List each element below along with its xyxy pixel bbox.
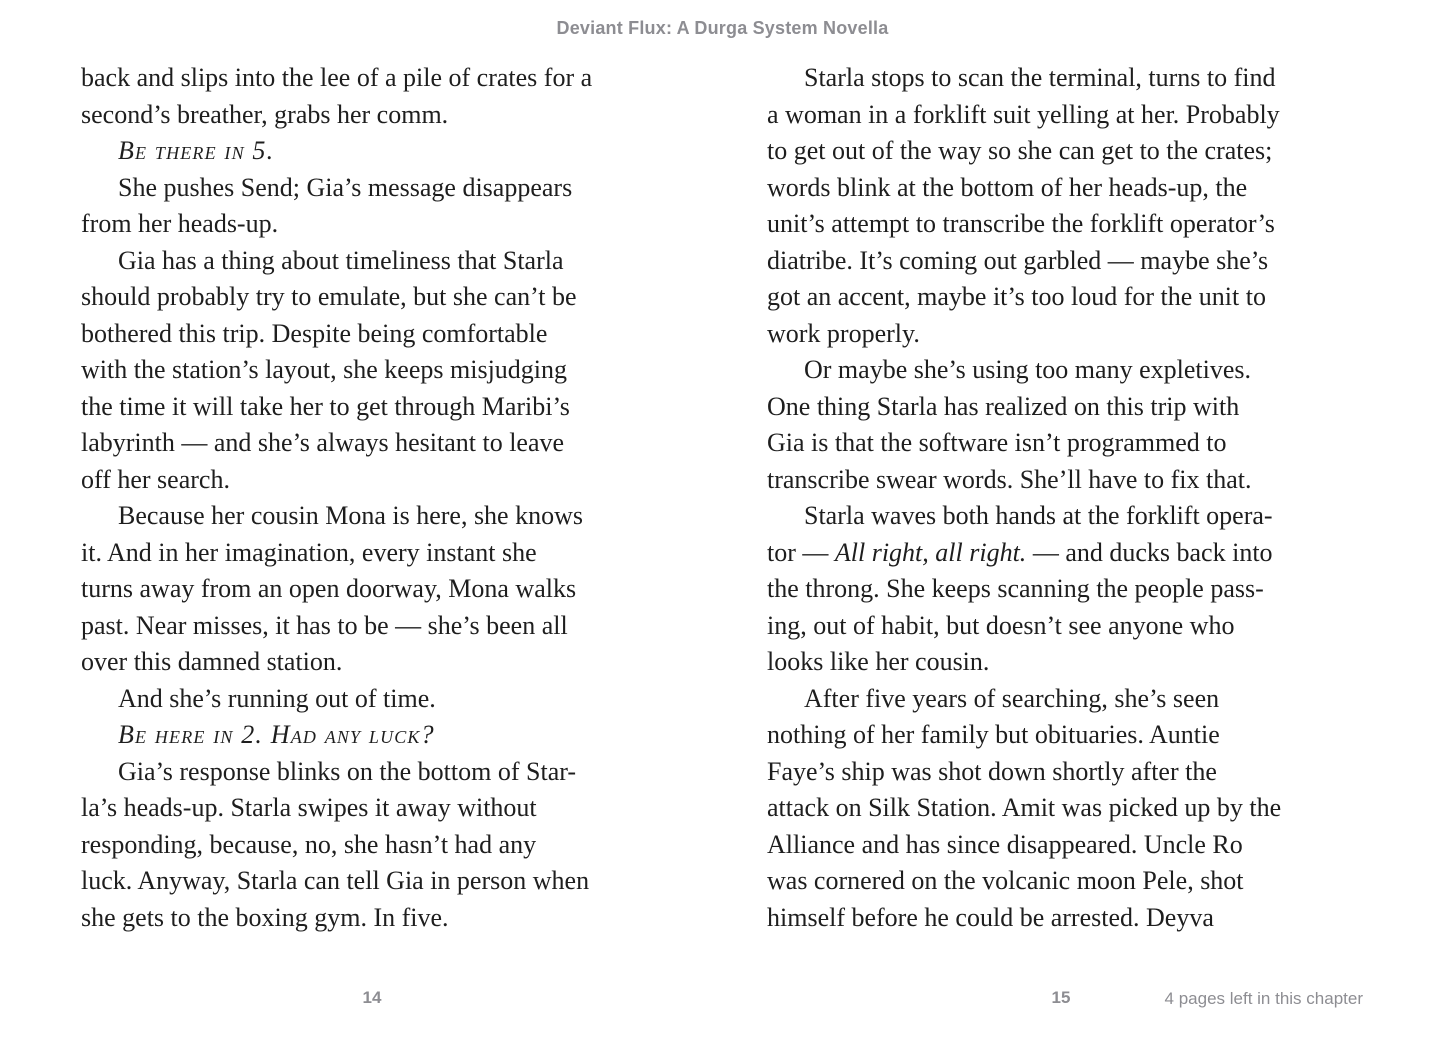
text-line: unit’s attempt to transcribe the forklift operator’s	[767, 209, 1275, 238]
text-line: past. Near misses, it has to be — she’s been all	[81, 610, 568, 640]
text-segment: — and ducks back into	[1026, 537, 1273, 567]
text-line: a woman in a forklift suit yelling at her. Probably	[767, 99, 1280, 129]
page-left[interactable]	[81, 60, 663, 936]
text-line: it. And in her imagination, every instant she	[81, 537, 537, 567]
text-line: nothing of her family but obituaries. Auntie	[767, 720, 1220, 749]
page-number-left: 14	[362, 988, 382, 1007]
text-line: she gets to the boxing gym. In five.	[81, 902, 449, 932]
text-line: should probably try to emulate, but she can’t be	[81, 282, 577, 311]
text-line: transcribe swear words. She’ll have to fix that.	[767, 464, 1252, 494]
text-line: work properly.	[767, 318, 920, 348]
text-line: from her heads-up.	[81, 209, 279, 238]
text-line: luck. Anyway, Starla can tell Gia in person when	[81, 866, 590, 895]
text-line: Gia has a thing about timeliness that Starla	[118, 245, 564, 275]
text-line: Alliance and has since disappeared. Uncle Ro	[767, 829, 1243, 859]
text-line: labyrinth — and she’s always hesitant to leave	[81, 428, 565, 457]
text-line	[767, 535, 1359, 572]
text-line: responding, because, no, she hasn’t had any	[81, 829, 537, 859]
text-line: the throng. She keeps scanning the people pass-	[767, 574, 1264, 603]
book-title: Deviant Flux: A Durga System Novella	[556, 18, 889, 38]
text-line: looks like her cousin.	[767, 647, 990, 676]
text-line: Gia is that the software isn’t programmed to	[767, 428, 1227, 457]
text-line: turns away from an open doorway, Mona walks	[81, 574, 577, 603]
message-line: Be there in 5.	[118, 136, 275, 165]
text-line: Because her cousin Mona is here, she knows	[118, 501, 583, 530]
italic-phrase: All right, all right.	[834, 537, 1027, 567]
text-line: Faye’s ship was shot down shortly after the	[767, 756, 1217, 786]
text-line: la’s heads-up. Starla swipes it away without	[81, 793, 537, 822]
text-line: back and slips into the lee of a pile of crates for a	[81, 63, 593, 92]
page-right[interactable]	[767, 60, 1359, 936]
text-line: words blink at the bottom of her heads-up, the	[767, 172, 1248, 202]
text-line: And she’s running out of time.	[118, 683, 436, 713]
message-line: Be here in 2. Had any luck?	[118, 720, 435, 749]
text-line: himself before he could be arrested. Deyva	[767, 902, 1214, 932]
text-line: off her search.	[81, 464, 230, 494]
text-line: was cornered on the volcanic moon Pele, shot	[767, 866, 1244, 895]
text-line: attack on Silk Station. Amit was picked up by the	[767, 793, 1282, 822]
text-line: over this damned station.	[81, 647, 343, 676]
text-line: One thing Starla has realized on this trip with	[767, 391, 1240, 421]
text-line: She pushes Send; Gia’s message disappears	[118, 172, 573, 202]
text-line: the time it will take her to get through Maribi’s	[81, 391, 570, 421]
text-line: Gia’s response blinks on the bottom of Star-	[118, 756, 577, 786]
text-line: to get out of the way so she can get to the crates;	[767, 136, 1273, 165]
text-line: Starla waves both hands at the forklift opera-	[804, 501, 1273, 530]
text-line: second’s breather, grabs her comm.	[81, 99, 449, 129]
text-line: got an accent, maybe it’s too loud for the unit to	[767, 282, 1266, 311]
text-line: Starla stops to scan the terminal, turns to find	[804, 63, 1276, 92]
text-segment: tor —	[767, 537, 835, 567]
text-line: diatribe. It’s coming out garbled — maybe she’s	[767, 245, 1269, 275]
text-line: with the station’s layout, she keeps misjudging	[81, 355, 568, 384]
text-line: Or maybe she’s using too many expletives.	[804, 355, 1251, 384]
text-line: ing, out of habit, but doesn’t see anyone who	[767, 610, 1235, 640]
text-line: After five years of searching, she’s seen	[804, 683, 1220, 713]
page-number-right: 15	[1051, 988, 1071, 1007]
pages-left-indicator: 4 pages left in this chapter	[1164, 989, 1363, 1008]
text-line: bothered this trip. Despite being comfortable	[81, 318, 548, 348]
